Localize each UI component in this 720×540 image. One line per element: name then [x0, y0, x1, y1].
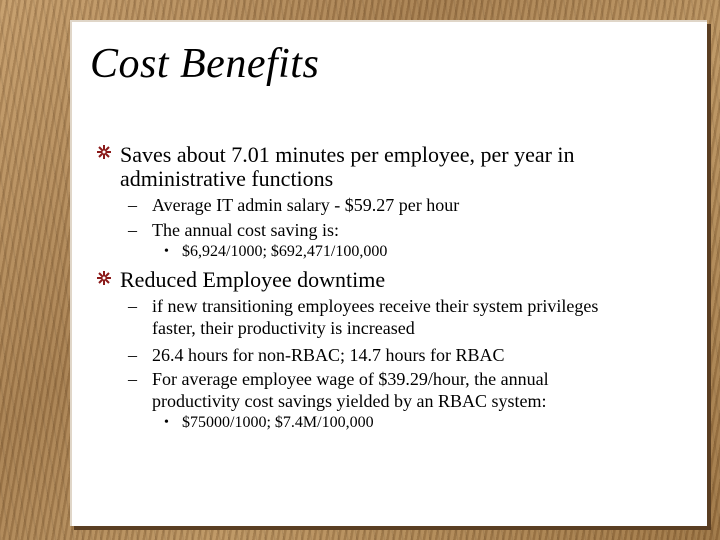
- slide-panel: [70, 20, 707, 526]
- bullet-star-icon: [96, 270, 112, 286]
- dash-marker: –: [128, 296, 137, 316]
- bullet-level2: For average employee wage of $39.29/hour, the annual productivity cost savings yielded by an RBAC system:: [152, 369, 549, 411]
- dash-marker: –: [128, 345, 137, 365]
- bullet-level2: 26.4 hours for non-RBAC; 14.7 hours for RBAC: [152, 345, 505, 365]
- bullet-level3: $6,924/1000; $692,471/100,000: [182, 243, 388, 260]
- dot-marker: •: [164, 415, 169, 430]
- bullet-level3: $75000/1000; $7.4M/100,000: [182, 414, 374, 431]
- bullet-level2: The annual cost saving is:: [152, 220, 339, 240]
- dash-marker: –: [128, 220, 137, 240]
- bullet-level1: Saves about 7.01 minutes per employee, per year in administrative functions: [120, 142, 575, 191]
- slide-title: Cost Benefits: [90, 41, 320, 87]
- dash-marker: –: [128, 369, 137, 389]
- dash-marker: –: [128, 195, 137, 215]
- bullet-star-icon: [96, 144, 112, 160]
- dot-marker: •: [164, 244, 169, 259]
- bullet-level2: Average IT admin salary - $59.27 per hour: [152, 195, 460, 215]
- bullet-level1: Reduced Employee downtime: [120, 267, 386, 292]
- bullet-level2: if new transitioning employees receive their system privileges faster, their productivity is increased: [152, 296, 599, 338]
